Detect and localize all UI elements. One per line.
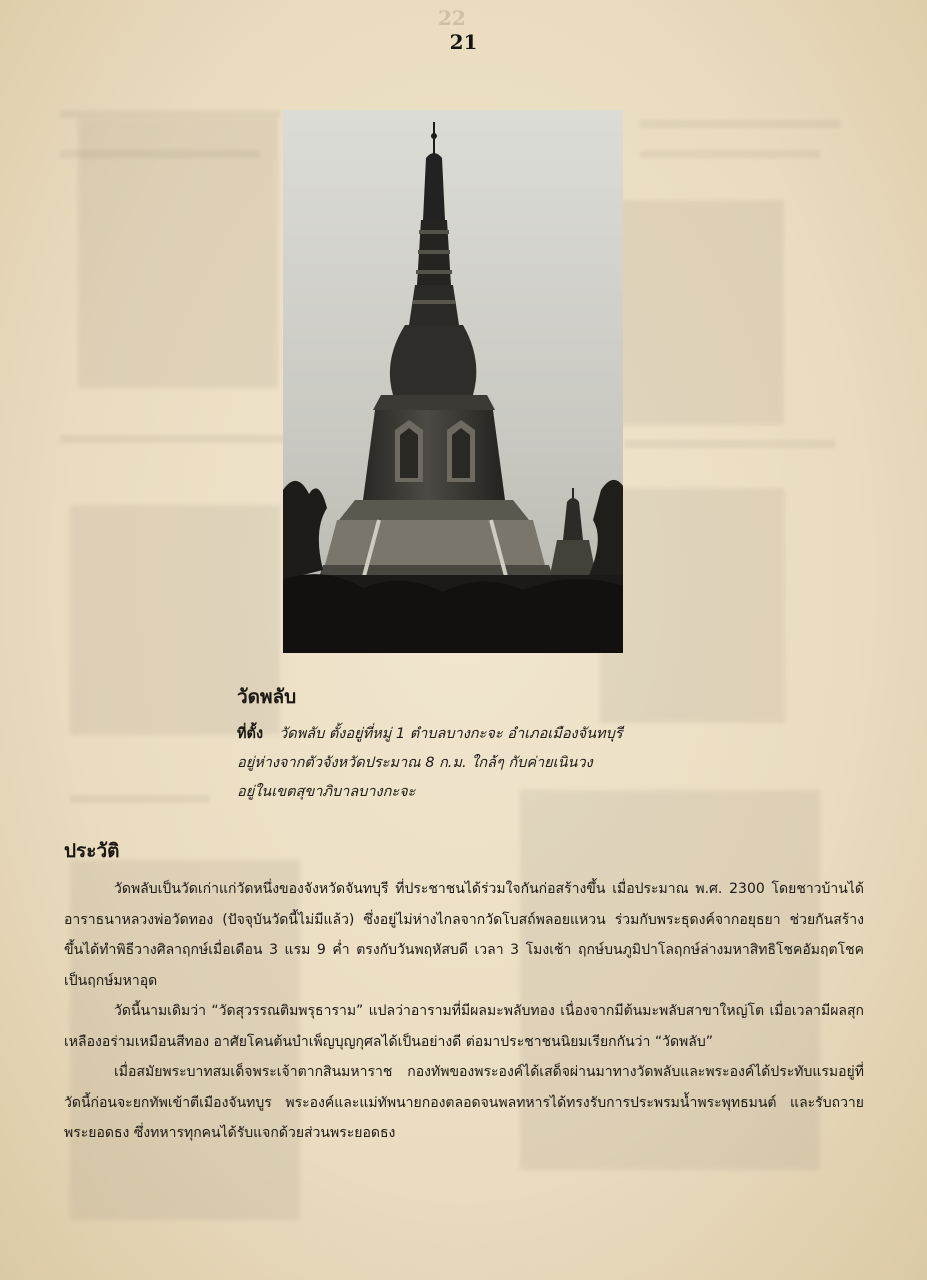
photo-caption <box>237 682 707 807</box>
location-line-1: วัดพลับ ตั้งอยู่ที่หมู่ 1 ตำบลบางกะจะ อำเภอเมืองจันทบุรี <box>279 726 623 742</box>
bleed-through-text <box>70 795 210 803</box>
location-label: ที่ตั้ง <box>237 726 264 742</box>
bleed-through-text <box>60 110 280 118</box>
history-paragraph-1: วัดพลับเป็นวัดเก่าแก่วัดหนึ่งของจังหวัดจันทบุรี ที่ประชาชนได้ร่วมใจกันก่อสร้างขึ้น เมื่อประมาณ พ.ศ. 2300 โดยชาวบ้านได้อาราธนาหลวงพ่อวัดทอง (ปัจจุบันวัดนี้ไม่มีแล้ว) ซึ่งอยู่ไม่ห่างไกลจากวัดโบสถ์พลอยแหวน ร่วมกับพระธุดงค์จากอยุธยา ช่วยกันสร้างขึ้นได้ทำพิธีวางศิลาฤกษ์เมื่อเดือน 3 แรม 9 ค่ำ ตรงกับวันพฤหัสบดี เวลา 3 โมงเช้า ฤกษ์บนภูมิปาโลฤกษ์ล่างมหาสิทธิโชคอัมฤตโชคเป็นฤกษ์มหาอุด <box>64 881 864 989</box>
history-paragraph-2: วัดนี้นามเดิมว่า “วัดสุวรรณติมพรุธาราม” แปลว่าอารามที่มีผลมะพลับทอง เนื่องจากมีต้นมะพลับสาขาใหญ่โต เมื่อเวลามีผลสุกเหลืองอร่ามเหมือนสีทอง อาศัยโคนต้นบำเพ็ญบุญกุศลได้เป็นอย่างดี ต่อมาประชาชนนิยมเรียกกันว่า “วัดพลับ” <box>64 1003 864 1050</box>
history-paragraph-3: เมื่อสมัยพระบาทสมเด็จพระเจ้าตากสินมหาราช กองทัพของพระองค์ได้เสด็จผ่านมาทางวัดพลับและพระองค์ได้ประทับแรมอยู่ที่วัดนี้ก่อนจะยกทัพเข้าตีเมืองจันทบูร พระองค์และแม่ทัพนายกองตลอดจนพลทหารได้ทรงรับการประพรมน้ำพระพุทธมนต์ และรับถวายพระยอดธง ซึ่งทหารทุกคนได้รับแจกด้วยส่วนพระยอดธง <box>64 1064 864 1141</box>
caption-location <box>237 720 707 807</box>
bleed-page-number: 22 <box>438 6 466 30</box>
pagoda-photo <box>283 110 623 653</box>
bleed-through-text <box>625 440 835 448</box>
page-number: 21 <box>449 30 478 54</box>
location-line-2: อยู่ห่างจากตัวจังหวัดประมาณ 8 ก.ม. ใกล้ๆ กับค่ายเนินวง <box>237 755 593 771</box>
bleed-through-text <box>640 150 820 158</box>
history-body <box>64 874 864 1149</box>
bleed-through-text <box>60 150 260 158</box>
bleed-through-text <box>640 120 840 128</box>
bleed-through-image <box>78 118 278 388</box>
pagoda-illustration <box>283 110 623 653</box>
caption-title: วัดพลับ <box>237 686 297 708</box>
history-heading: ประวัติ <box>64 840 120 862</box>
location-line-3: อยู่ในเขตสุขาภิบาลบางกะจะ <box>237 784 416 800</box>
caption-location-line <box>237 720 707 749</box>
bleed-through-text <box>60 435 290 443</box>
